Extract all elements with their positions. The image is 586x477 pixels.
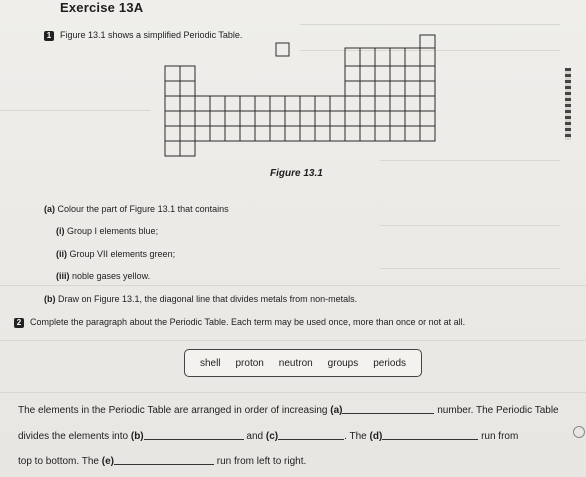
blank-a-line[interactable] bbox=[342, 404, 434, 414]
q1-intro-text: Figure 13.1 shows a simplified Periodic Table. bbox=[60, 30, 243, 40]
blank-b-line[interactable] bbox=[144, 430, 244, 440]
word-bank-item[interactable]: proton bbox=[235, 357, 264, 369]
word-bank bbox=[184, 349, 422, 377]
q1aii-text: Group VII elements green; bbox=[69, 249, 176, 259]
q2-text: run from bbox=[481, 431, 519, 442]
q1-number-badge: 1 bbox=[44, 31, 54, 41]
q2-intro-text: Complete the paragraph about the Periodic Table. Each term may be used once, more than once or not at all. bbox=[30, 317, 466, 327]
q1a-line bbox=[44, 204, 229, 214]
blank-e-label: (e) bbox=[101, 456, 114, 467]
q1aiii-label: (iii) bbox=[56, 271, 70, 281]
page-corner-mark-icon bbox=[573, 426, 585, 438]
q2-text: number. The Periodic Table bbox=[437, 405, 559, 416]
q2-line-3 bbox=[18, 455, 306, 467]
q2-line-2 bbox=[18, 430, 518, 442]
blank-d-label: (d) bbox=[369, 431, 383, 442]
bg-rule bbox=[380, 225, 560, 226]
bg-rule bbox=[380, 268, 560, 269]
q1b-label: (b) bbox=[44, 294, 56, 304]
q1aiii-line bbox=[56, 271, 150, 281]
q1a-label: (a) bbox=[44, 204, 55, 214]
q2-text: run from left to right. bbox=[216, 456, 307, 467]
q1aii-line bbox=[56, 249, 175, 259]
bg-rule bbox=[0, 392, 586, 393]
word-bank-item[interactable]: shell bbox=[199, 357, 221, 369]
blank-a-label: (a) bbox=[330, 405, 343, 416]
q2-number-badge: 2 bbox=[14, 318, 24, 328]
q1aii-label: (ii) bbox=[56, 249, 67, 259]
page-edge-marker bbox=[565, 68, 571, 140]
blank-d-line[interactable] bbox=[382, 430, 478, 440]
periodic-table-figure[interactable] bbox=[150, 30, 450, 162]
blank-c-label: (c) bbox=[265, 431, 279, 442]
periodic-cell-h[interactable] bbox=[276, 43, 289, 56]
q2-text: and bbox=[246, 431, 264, 442]
q2-text: top to bottom. The bbox=[18, 456, 99, 467]
figure-caption: Figure 13.1 bbox=[270, 168, 323, 179]
blank-b-label: (b) bbox=[130, 431, 144, 442]
word-bank-item[interactable]: groups bbox=[327, 357, 359, 369]
blank-e-line[interactable] bbox=[114, 455, 214, 465]
bg-rule bbox=[300, 24, 560, 25]
q2-line-1 bbox=[18, 404, 559, 416]
bg-rule bbox=[0, 110, 150, 111]
bg-rule bbox=[0, 340, 586, 341]
q2-intro bbox=[14, 317, 465, 328]
word-bank-item[interactable]: neutron bbox=[278, 357, 313, 369]
q1ai-label: (i) bbox=[56, 226, 65, 236]
q1a-text: Colour the part of Figure 13.1 that contains bbox=[57, 204, 229, 214]
q2-text: . The bbox=[344, 431, 367, 442]
word-bank-item[interactable]: periods bbox=[373, 357, 407, 369]
q1ai-text: Group I elements blue; bbox=[67, 226, 159, 236]
q1b-text: Draw on Figure 13.1, the diagonal line that divides metals from non-metals. bbox=[58, 294, 358, 304]
exercise-title: Exercise 13A bbox=[60, 0, 144, 15]
q2-text: The elements in the Periodic Table are arranged in order of increasing bbox=[18, 405, 328, 416]
periodic-block-right[interactable] bbox=[345, 48, 360, 141]
q1ai-line bbox=[56, 226, 158, 236]
q1aiii-text: noble gases yellow. bbox=[72, 271, 151, 281]
q1b-line bbox=[44, 294, 357, 304]
blank-c-line[interactable] bbox=[278, 430, 344, 440]
q2-text: divides the elements into bbox=[18, 431, 129, 442]
bg-rule bbox=[0, 285, 586, 286]
